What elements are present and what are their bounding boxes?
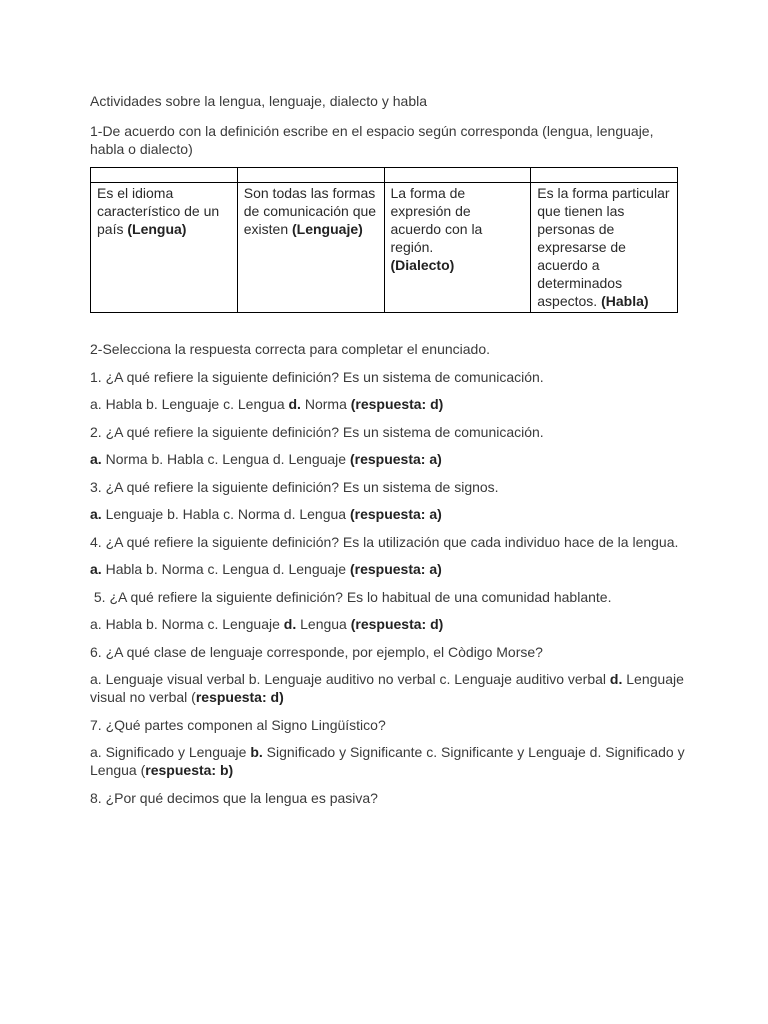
answer-key: (respuesta: a)	[349, 561, 442, 577]
table-header-row	[91, 168, 678, 183]
option-marker: a.	[90, 451, 102, 467]
definition-text: Son todas las formas de comunicación que existen	[243, 185, 377, 237]
table-cell	[237, 168, 384, 183]
option-marker: a.	[90, 561, 102, 577]
question-list	[90, 368, 690, 807]
question-text: 3. ¿A qué refiere la siguiente definición? Es un sistema de signos.	[90, 479, 499, 495]
option-text: a. Habla b. Norma c. Lenguaje	[90, 616, 284, 632]
answer-options	[90, 615, 690, 633]
answer-key: (respuesta: a)	[349, 506, 442, 522]
option-text: a. Habla b. Lenguaje c. Lengua	[90, 396, 289, 412]
option-marker: d.	[288, 396, 301, 412]
definitions-table	[90, 167, 678, 313]
table-cell	[531, 183, 678, 313]
question-text: 6. ¿A qué clase de lenguaje corresponde, por ejemplo, el Còdigo Morse?	[90, 644, 543, 660]
option-text: a. Lenguaje visual verbal b. Lenguaje auditivo no verbal c. Lenguaje auditivo verbal	[90, 671, 610, 687]
definition-text: Es la forma particular que tienen las personas de expresarse de acuerdo a determinados aspectos.	[537, 185, 670, 309]
table-cell	[91, 183, 238, 313]
answer-options	[90, 743, 690, 779]
question-text: 8. ¿Por qué decimos que la lengua es pasiva?	[90, 790, 378, 806]
table-cell	[384, 183, 531, 313]
table-cell	[237, 183, 384, 313]
option-text: Norma	[300, 396, 351, 412]
option-marker: b.	[250, 744, 263, 760]
definition-answer: (Habla)	[601, 293, 649, 309]
answer-key: respuesta: d)	[195, 689, 284, 705]
option-marker: a.	[90, 506, 102, 522]
option-marker: d.	[609, 671, 623, 687]
answer-options	[90, 450, 690, 468]
answer-options	[90, 560, 690, 578]
table-cell	[384, 168, 531, 183]
definition-text: Es el idioma característico de un país	[97, 185, 220, 237]
table-row	[91, 183, 678, 313]
answer-options	[90, 395, 690, 413]
document-title: Actividades sobre la lengua, lenguaje, dialecto y habla	[90, 93, 428, 109]
answer-key: (respuesta: d)	[350, 396, 444, 412]
question-text: 4. ¿A qué refiere la siguiente definición? Es la utilización que cada individuo hace de la lengua.	[90, 534, 679, 550]
table-cell	[91, 168, 238, 183]
definition-text: La forma de expresión de acuerdo con la región.	[390, 185, 483, 255]
definition-answer: (Lenguaje)	[292, 221, 363, 237]
question-text: 2. ¿A qué refiere la siguiente definición? Es un sistema de comunicación.	[90, 424, 544, 440]
option-text: Habla b. Norma c. Lengua d. Lenguaje	[101, 561, 350, 577]
option-text: Lenguaje b. Habla c. Norma d. Lengua	[101, 506, 350, 522]
option-text: Lengua	[296, 616, 351, 632]
document-page	[90, 92, 690, 816]
question-text: 5. ¿A qué refiere la siguiente definición? Es lo habitual de una comunidad hablante.	[90, 589, 612, 605]
option-text: Lenguaje visual no verbal (	[90, 671, 684, 705]
definition-answer: (Dialecto)	[390, 257, 455, 273]
table-cell	[531, 168, 678, 183]
answer-key: (respuesta: a)	[349, 451, 442, 467]
option-text: a. Significado y Lenguaje	[90, 744, 251, 760]
option-text: Significado y Significante c. Significante y Lenguaje d. Significado y Lengua (	[90, 744, 685, 778]
question-text: 7. ¿Qué partes componen al Signo Lingüístico?	[90, 717, 386, 733]
answer-key: respuesta: b)	[145, 762, 234, 778]
option-marker: d.	[283, 616, 297, 632]
instruction-1: 1-De acuerdo con la definición escribe en el espacio según corresponda (lengua, lenguaje, habla o dialecto)	[90, 123, 654, 157]
section-2-heading: 2-Selecciona la respuesta correcta para completar el enunciado.	[90, 341, 491, 357]
answer-key: (respuesta: d)	[350, 616, 444, 632]
answer-options	[90, 505, 690, 523]
answer-options	[90, 670, 690, 706]
question-text: 1. ¿A qué refiere la siguiente definición? Es un sistema de comunicación.	[90, 369, 544, 385]
option-text: Norma b. Habla c. Lengua d. Lenguaje	[101, 451, 350, 467]
definition-answer: (Lengua)	[127, 221, 187, 237]
